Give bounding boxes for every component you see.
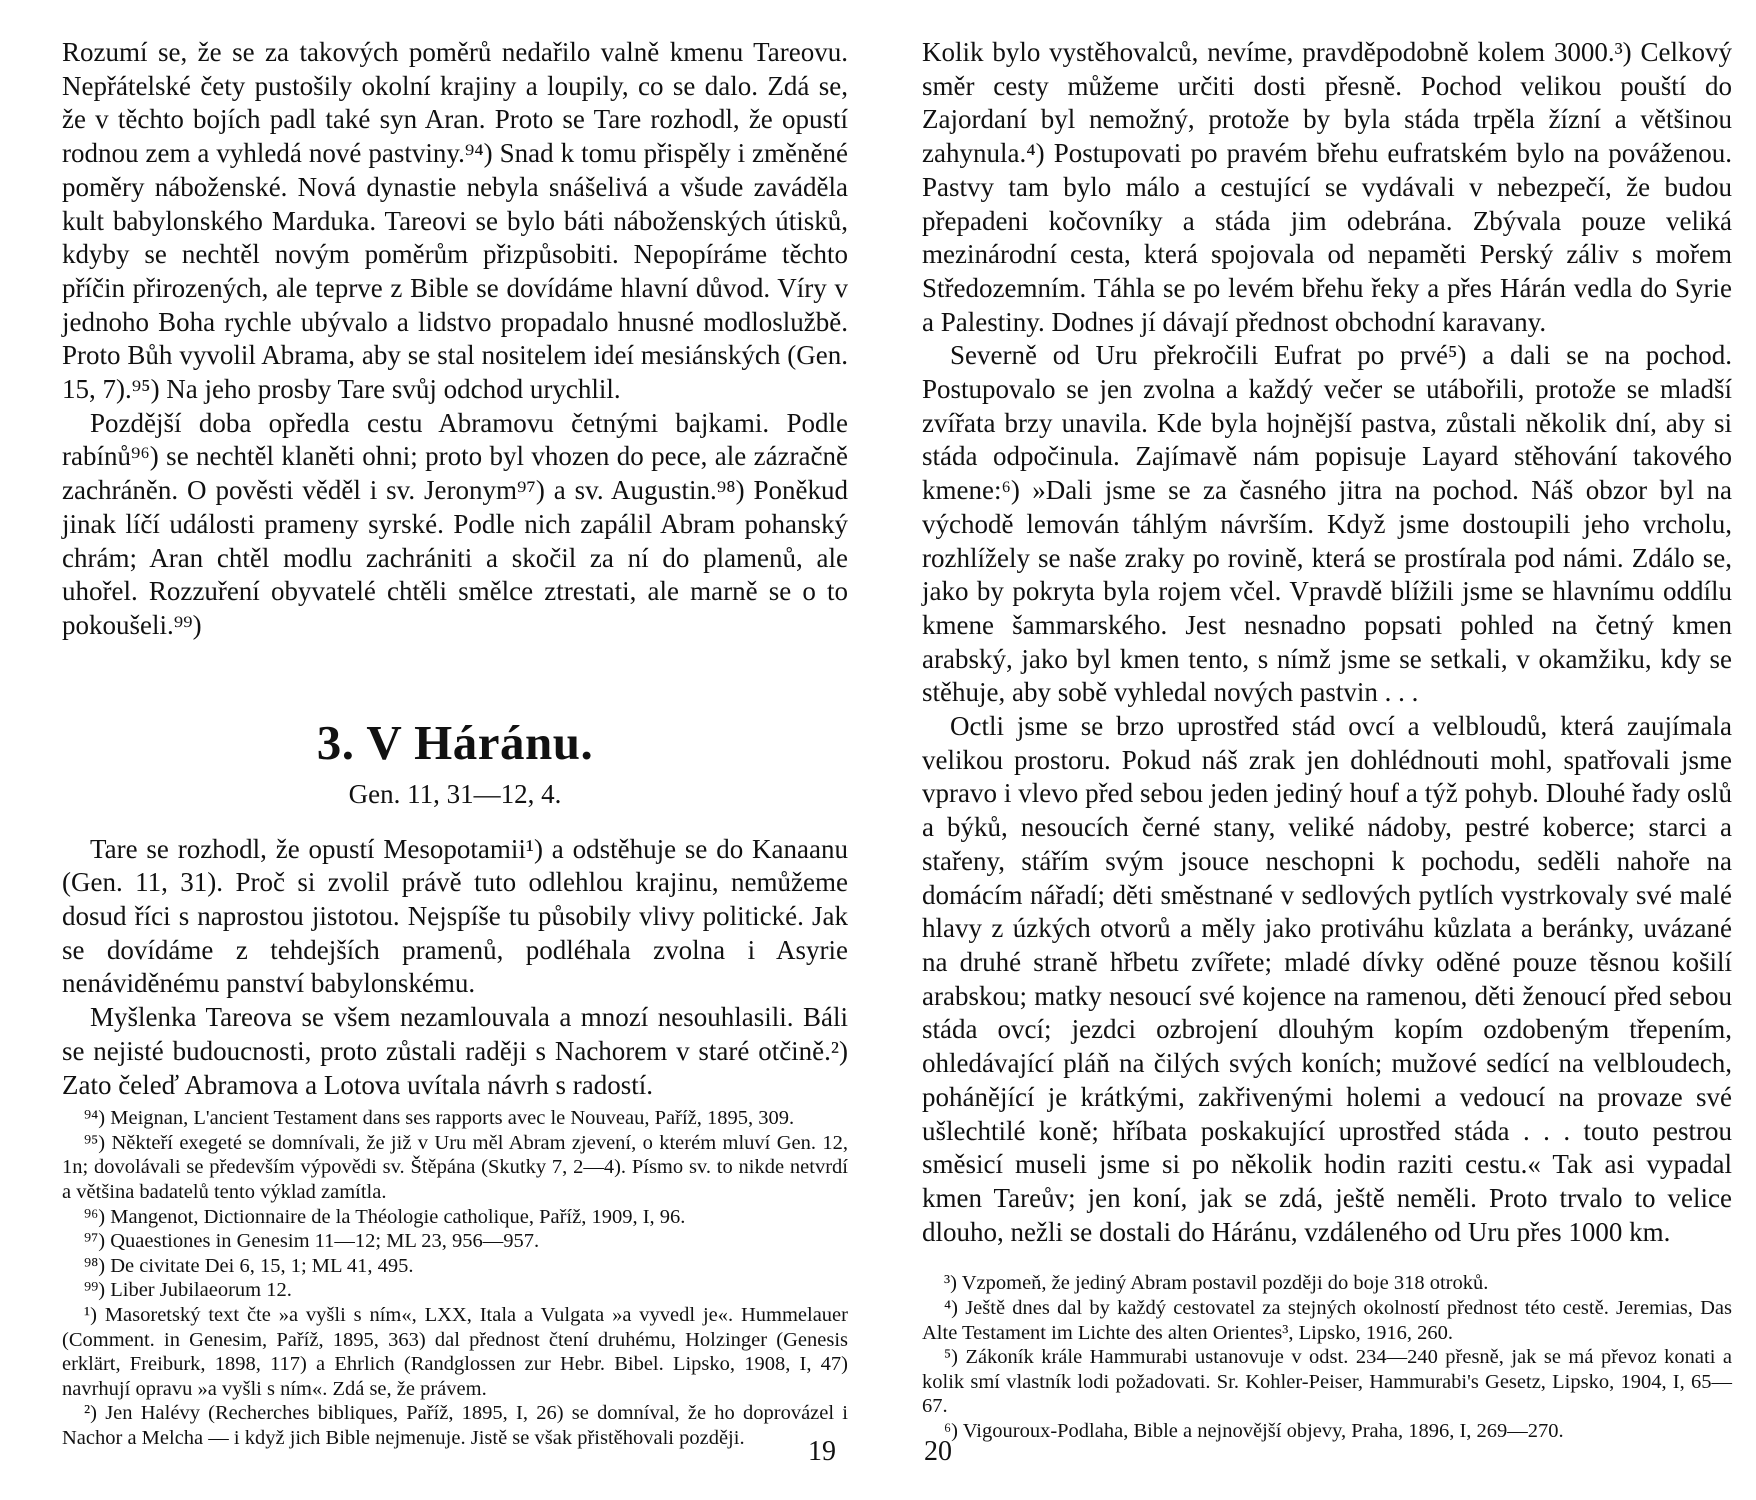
body-paragraph: Myšlenka Tareova se všem nezamlouvala a mnozí nesouhlasili. Báli se nejisté budoucnosti, proto zůstali raději s Nachorem v staré otčině.²) Zato čeleď Abramova a Lotova uvítala návrh s radostí. (62, 1002, 848, 1100)
footnote: ⁹⁹) Liber Jubilaeorum 12. (84, 1279, 292, 1302)
body-paragraph: Kolik bylo vystěhovalců, nevíme, pravděpodobně kolem 3000.³) Celkový směr cesty můžeme určiti dosti přesně. Pochod velikou pouští do Zajordaní byl nemožný, protože by byla stáda trpěla žízní a většinou zahynula.⁴) Postupovati po pravém břehu eufratském bylo na pováženou. Pastvy tam bylo málo a cestující se vydávali v nebezpečí, že budou přepadeni kočovníky a stáda jim odebrána. Zbývala pouze veliká mezinárodní cesta, která spojovala od nepaměti Perský záliv s mořem Středozemním. Táhla se po levém břehu řeky a přes Hárán vedla do Syrie a Palestiny. Dodnes jí dávají přednost obchodní karavany. (922, 37, 1732, 337)
footnote: ⁵) Zákoník krále Hammurabi ustanovuje v odst. 234—240 přesně, jak se má převoz konati a kolik smí vlastník lodi požadovati. Sr. Kohler-Peiser, Hammurabi's Gesetz, Lipsko, 1904, I, 65—67. (922, 1346, 1732, 1418)
body-paragraph: Rozumí se, že se za takových poměrů nedařilo valně kmenu Tareovu. Nepřátelské čety pustošily okolní krajiny a loupily, co se dalo. Zdá se, že v těchto bojích padl také syn Aran. Proto se Tare rozhodl, že opustí rodnou zem a vyhledá nové pastviny.⁹⁴) Snad k tomu přispěly i změněné poměry náboženské. Nová dynastie nebyla snášelivá a všude zaváděla kult babylonského Marduka. Tareovi se bylo báti náboženských útisků, kdyby se nechtěl novým poměrům přizpůsobiti. Nepopíráme těchto příčin přirozených, ale teprve z Bible se dovídáme hlavní důvod. Víry v jednoho Boha rychle ubývalo a lidstvo propadalo hnusné modloslužbě. Proto Bůh vyvolil Abrama, aby se stal nositelem ideí mesiánských (Gen. 15, 7).⁹⁵) Na jeho prosby Tare svůj odchod urychlil. (62, 37, 848, 405)
right-page (922, 36, 1732, 1443)
footnote: ⁹⁷) Quaestiones in Genesim 11—12; ML 23, 956—957. (84, 1230, 540, 1253)
footnote: ⁹⁵) Někteří exegeté se domnívali, že již v Uru měl Abram zjevení, o kterém mluví Gen. 12, 1n; dovolávali se především výpovědi sv. Štěpána (Skutky 7, 2—4). Písmo sv. to nikde netvrdí a většina badatelů tento výklad zamítla. (62, 1131, 848, 1204)
page-number: 20 (924, 1436, 952, 1467)
footnote: ⁶) Vigouroux-Podlaha, Bible a nejnovější objevy, Praha, 1896, I, 269—270. (944, 1419, 1564, 1442)
chapter-heading: 3. V Háránu. (316, 714, 594, 770)
footnote: ²) Jen Halévy (Recherches bibliques, Paříž, 1895, I, 26) se domníval, že ho doprovázel i Nachor a Melcha — i když jich Bible nejmenuje. Jistě se však přistěhovali později. (62, 1402, 848, 1449)
footnote: ⁹⁸) De civitate Dei 6, 15, 1; ML 41, 495. (84, 1254, 414, 1277)
body-paragraph: Octli jsme se brzo uprostřed stád ovcí a velbloudů, která zaujímala velikou prostoru. Pokud náš zrak jen dohlédnouti mohl, spatřovali jsme vpravo i vlevo před sebou jeden jediný houf a týž pohyb. Dlouhé řady oslů a býků, nesoucích černé stany, veliké nádoby, pestré koberce; starci a stařeny, stářím svým jsouce neschopni k pochodu, seděli nahoře na domácím nářadí; děti směstnané v sedlových pytlích vystrkovaly své malé hlavy z úzkých otvorů a měly jako protiváhu kůzlata a beránky, uvázané na druhé straně hřbetu zvířete; mladé dívky oděné pouze těsnou košilí arabskou; matky nesoucí své kojence na ramenou, děti ženoucí před sebou stáda ovcí; jezdci ozbrojení dlouhým kopím ozdobeným třepením, ohledávající pláň na čilých svých koních; mužové sedící na velbloudech, pohánějící je krátkými, zakřivenými holemi a vedoucí na provaze své ušlechtilé koně; hříbata poskakující uprostřed stáda . . . touto pestrou směsicí museli jsme si po několik hodin raziti cestu.« Tak asi vypadal kmen Tareův; jen koní, jak se zdá, ještě neměli. Proto trvalo to velice dlouho, nežli se dostali do Háránu, vzdáleného od Uru přes 1000 km. (922, 711, 1732, 1247)
footnotes (922, 1271, 1732, 1443)
body-paragraph: Severně od Uru překročili Eufrat po prvé⁵) a dali se na pochod. Postupovalo se jen zvolna a každý večer se utábořili, protože se mladší zvířata brzy unavila. Kde byla hojnější pastva, zůstali několik dní, aby si stáda odpočinula. Zajímavě nám popisuje Layard stěhování takového kmene:⁶) »Dali jsme se za časného jitra na pochod. Náš obzor byl na východě lemován táhlým návrším. Když jsme dostoupili jeho vrcholu, rozhlížely se naše zraky po rovině, která se prostírala pod námi. Zdálo se, jako by pokryta byla rojem včel. Vpravdě blížili jsme se hlavnímu oddílu kmene šammarského. Jest nesnadno popsati pohled na četný kmen arabský, jako byl kmen tento, s nímž jsme se setkali, v okamžiku, kdy se stěhuje, aby sobě vyhledal nových pastvin . . . (922, 340, 1732, 708)
footnote: ⁴) Ještě dnes dal by každý cestovatel za stejných okolností přednost této cestě. Jeremias, Das Alte Testament im Lichte des alten Orientes³, Lipsko, 1916, 260. (922, 1296, 1732, 1344)
footnote: ⁹⁶) Mangenot, Dictionnaire de la Théologie catholique, Paříž, 1909, I, 96. (84, 1205, 686, 1228)
footnote: ⁹⁴) Meignan, L'ancient Testament dans ses rapports avec le Nouveau, Paříž, 1895, 309. (84, 1107, 795, 1130)
left-page (62, 36, 848, 1451)
body-paragraph: Tare se rozhodl, že opustí Mesopotamii¹) a odstěhuje se do Kanaanu (Gen. 11, 31). Proč si zvolil právě tuto odlehlou krajinu, nemůžeme dosud říci s naprostou jistotou. Nejspíše tu působily vlivy politické. Jak se dovídáme z tehdejších pramenů, podléhala zvolna i Asyrie nenáviděnému panství babylonskému. (62, 833, 848, 999)
chapter-reference: Gen. 11, 31—12, 4. (348, 778, 562, 809)
footnote: ¹) Masoretský text čte »a vyšli s ním«, LXX, Itala a Vulgata »a vyvedl je«. Hummelauer (Comment. in Genesim, Paříž, 1895, 363) dal přednost čtení druhému, Holzinger (Genesis erklärt, Freiburk, 1898, 117) a Ehrlich (Randglossen zur Hebr. Bibel. Lipsko, 1908, I, 47) navrhují opravu »a vyšli s ním«. Zdá se, že právem. (62, 1304, 848, 1400)
footnote: ³) Vzpomeň, že jediný Abram postavil později do boje 318 otroků. (944, 1272, 1489, 1295)
body-paragraph: Pozdější doba opředla cestu Abramovu četnými bajkami. Podle rabínů⁹⁶) se nechtěl klaněti ohni; proto byl vhozen do pece, ale zázračně zachráněn. O pověsti věděl i sv. Jeronym⁹⁷) a sv. Augustin.⁹⁸) Poněkud jinak líčí události prameny syrské. Podle nich zapálil Abram pohanský chrám; Aran chtěl modlu zachrániti a skočil za ní do plamenů, ale uhořel. Rozzuření obyvatelé chtěli smělce ztrestati, ale marně se o to pokoušeli.⁹⁹) (62, 407, 848, 640)
footnotes (62, 1106, 848, 1450)
page-number: 19 (808, 1436, 836, 1467)
